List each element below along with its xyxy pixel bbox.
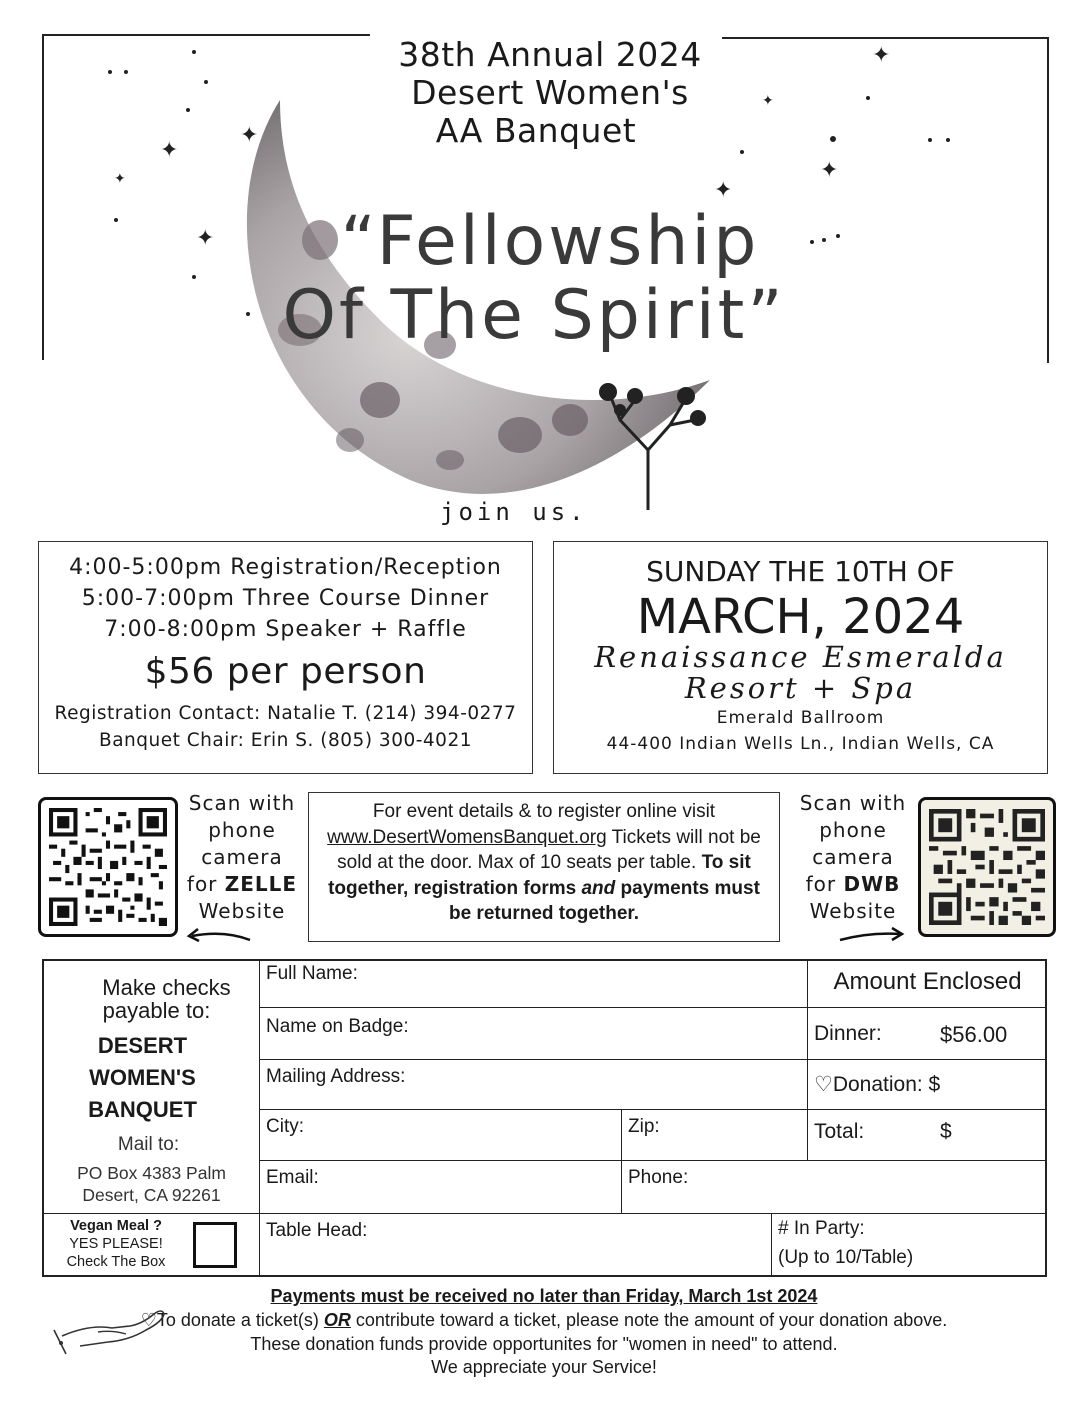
donation-purpose: These donation funds provide opportunites for "women in need" to attend. [250, 1334, 838, 1354]
header-line-1: 38th Annual 2024 [398, 35, 702, 74]
event-box [553, 541, 1048, 774]
dinner-label: Dinner: [814, 1022, 882, 1045]
table-head-label: Table Head: [266, 1220, 368, 1241]
mailing-address: Desert, CA 92261 [82, 1185, 221, 1205]
mail-to-label: Mail to: [117, 1134, 180, 1155]
zelle-scan-caption [178, 790, 306, 925]
mailing-address-label: Mailing Address: [266, 1066, 406, 1087]
full-name-label: Full Name: [266, 963, 358, 984]
email-label: Email: [266, 1167, 319, 1188]
star-dot [740, 150, 744, 154]
scan-caption-line: camera [812, 845, 894, 869]
donation-label: ♡Donation: $ [814, 1073, 941, 1096]
amount-enclosed-header [808, 960, 1047, 1008]
info-bold: payments must be returned together. [448, 877, 760, 924]
scan-caption-line: Scan with [799, 791, 907, 815]
party-size-field[interactable] [772, 1214, 1047, 1277]
scan-caption-prefix: for [805, 872, 844, 896]
phone-field[interactable] [622, 1161, 1047, 1214]
payee-name: DESERT [97, 1033, 188, 1058]
vegan-checkbox[interactable] [193, 1222, 237, 1268]
ticket-price: $56 per person [144, 651, 427, 692]
scan-caption-line: phone [819, 818, 887, 842]
scan-caption-line [178, 871, 306, 898]
star-icon: ✦ [872, 43, 891, 68]
email-field[interactable] [260, 1161, 622, 1214]
info-bold: To sit together, registration forms [328, 852, 751, 899]
info-line: For event details & to register online visit [372, 801, 716, 822]
zip-field[interactable] [622, 1110, 808, 1161]
join-us-text: join us. [440, 498, 588, 526]
schedule-item: 7:00-8:00pm Speaker + Raffle [104, 617, 467, 642]
header-line-2: Desert Women's [411, 73, 689, 112]
venue-name-line-2: Resort + Spa [684, 671, 917, 705]
dwb-qr-code[interactable] [918, 797, 1056, 937]
schedule-box [38, 541, 533, 774]
theme-line-2: Of The Spirit” [282, 276, 786, 355]
payee-name: BANQUET [88, 1097, 197, 1122]
donation-amount-field[interactable] [808, 1060, 1047, 1110]
badge-name-label: Name on Badge: [266, 1016, 409, 1037]
phone-label: Phone: [628, 1167, 689, 1188]
deadline-text: Payments must be received no later than Friday, March 1st 2024 [270, 1286, 818, 1306]
payee-panel [44, 960, 260, 1213]
qr-pattern [49, 808, 167, 926]
dinner-amount-row [808, 1008, 1047, 1060]
payee-name: WOMEN'S [89, 1065, 196, 1090]
checks-label: Make checks [102, 975, 231, 1000]
table-head-field[interactable] [260, 1214, 772, 1277]
venue-name-line-1: Renaissance Esmeralda [594, 640, 1007, 674]
arrow-left-icon [184, 924, 254, 946]
star-icon: ✦ [160, 138, 179, 163]
donation-or: OR [323, 1310, 351, 1330]
registration-contact: Registration Contact: Natalie T. (214) 394-0277 [54, 703, 517, 724]
scan-caption-target: DWB [843, 872, 901, 896]
zip-label: Zip: [628, 1116, 660, 1137]
scan-caption-line [790, 871, 916, 898]
online-info-box [308, 792, 780, 942]
info-bold-italic: and [581, 877, 616, 899]
schedule-item: 4:00-5:00pm Registration/Reception [69, 555, 502, 580]
checks-label: payable to: [102, 998, 211, 1023]
appreciation-note: We appreciate your Service! [431, 1357, 657, 1377]
scan-caption-prefix: for [186, 872, 225, 896]
scan-caption-line: Website [809, 899, 897, 923]
scan-caption-target: ZELLE [224, 872, 298, 896]
scan-caption-line: Website [198, 899, 286, 923]
scan-caption-line: camera [201, 845, 283, 869]
qr-pattern [929, 808, 1045, 926]
event-day: SUNDAY THE 10TH OF [646, 555, 955, 588]
mailing-address-field[interactable] [260, 1060, 808, 1110]
zelle-qr-code[interactable] [38, 797, 178, 937]
header-line-3: AA Banquet [435, 111, 637, 150]
star-icon: ✦ [762, 93, 774, 109]
party-size-note: (Up to 10/Table) [778, 1247, 914, 1268]
mailing-address: PO Box 4383 Palm [77, 1163, 226, 1183]
donation-note-text: ♡To donate a ticket(s) [140, 1310, 324, 1330]
total-label: Total: [814, 1120, 865, 1143]
badge-name-field[interactable] [260, 1008, 808, 1060]
venue-room: Emerald Ballroom [716, 708, 885, 728]
donation-note-text: contribute toward a ticket, please note the amount of your donation above. [350, 1310, 948, 1330]
vegan-instruction: Check The Box [66, 1254, 166, 1270]
banquet-chair-contact: Banquet Chair: Erin S. (805) 300-4021 [99, 730, 472, 751]
venue-address: 44-400 Indian Wells Ln., Indian Wells, CA [606, 734, 995, 754]
info-text: Tickets will not be sold at the door. Max of 10 seats per table. [337, 826, 761, 873]
arrow-right-icon [836, 924, 910, 946]
star-icon: ✦ [714, 178, 733, 203]
amount-enclosed-title: Amount Enclosed [833, 968, 1022, 995]
city-label: City: [266, 1116, 304, 1137]
party-size-label: # In Party: [778, 1218, 865, 1239]
schedule-item: 5:00-7:00pm Three Course Dinner [81, 586, 490, 611]
theme-line-1: “Fellowship [340, 202, 760, 281]
vegan-yes: YES PLEASE! [69, 1236, 163, 1252]
giving-hand-icon [50, 1294, 170, 1356]
star-icon: ✦ [196, 226, 215, 251]
star-icon: ✦ [114, 171, 126, 187]
scan-caption-line: phone [208, 818, 276, 842]
star-icon: ✦ [820, 158, 839, 183]
vegan-question: Vegan Meal ? [70, 1218, 162, 1234]
website-link[interactable]: www.DesertWomensBanquet.org [327, 826, 607, 848]
total-amount-field[interactable] [808, 1110, 1047, 1161]
dwb-scan-caption [790, 790, 916, 925]
scan-caption-line: Scan with [188, 791, 296, 815]
total-value: $ [940, 1120, 952, 1143]
vegan-panel [44, 1213, 260, 1275]
star-icon: ✦ [240, 123, 259, 148]
event-date: MARCH, 2024 [636, 589, 965, 645]
city-field[interactable] [260, 1110, 622, 1161]
full-name-field[interactable] [260, 960, 808, 1008]
dinner-value: $56.00 [940, 1022, 1008, 1047]
